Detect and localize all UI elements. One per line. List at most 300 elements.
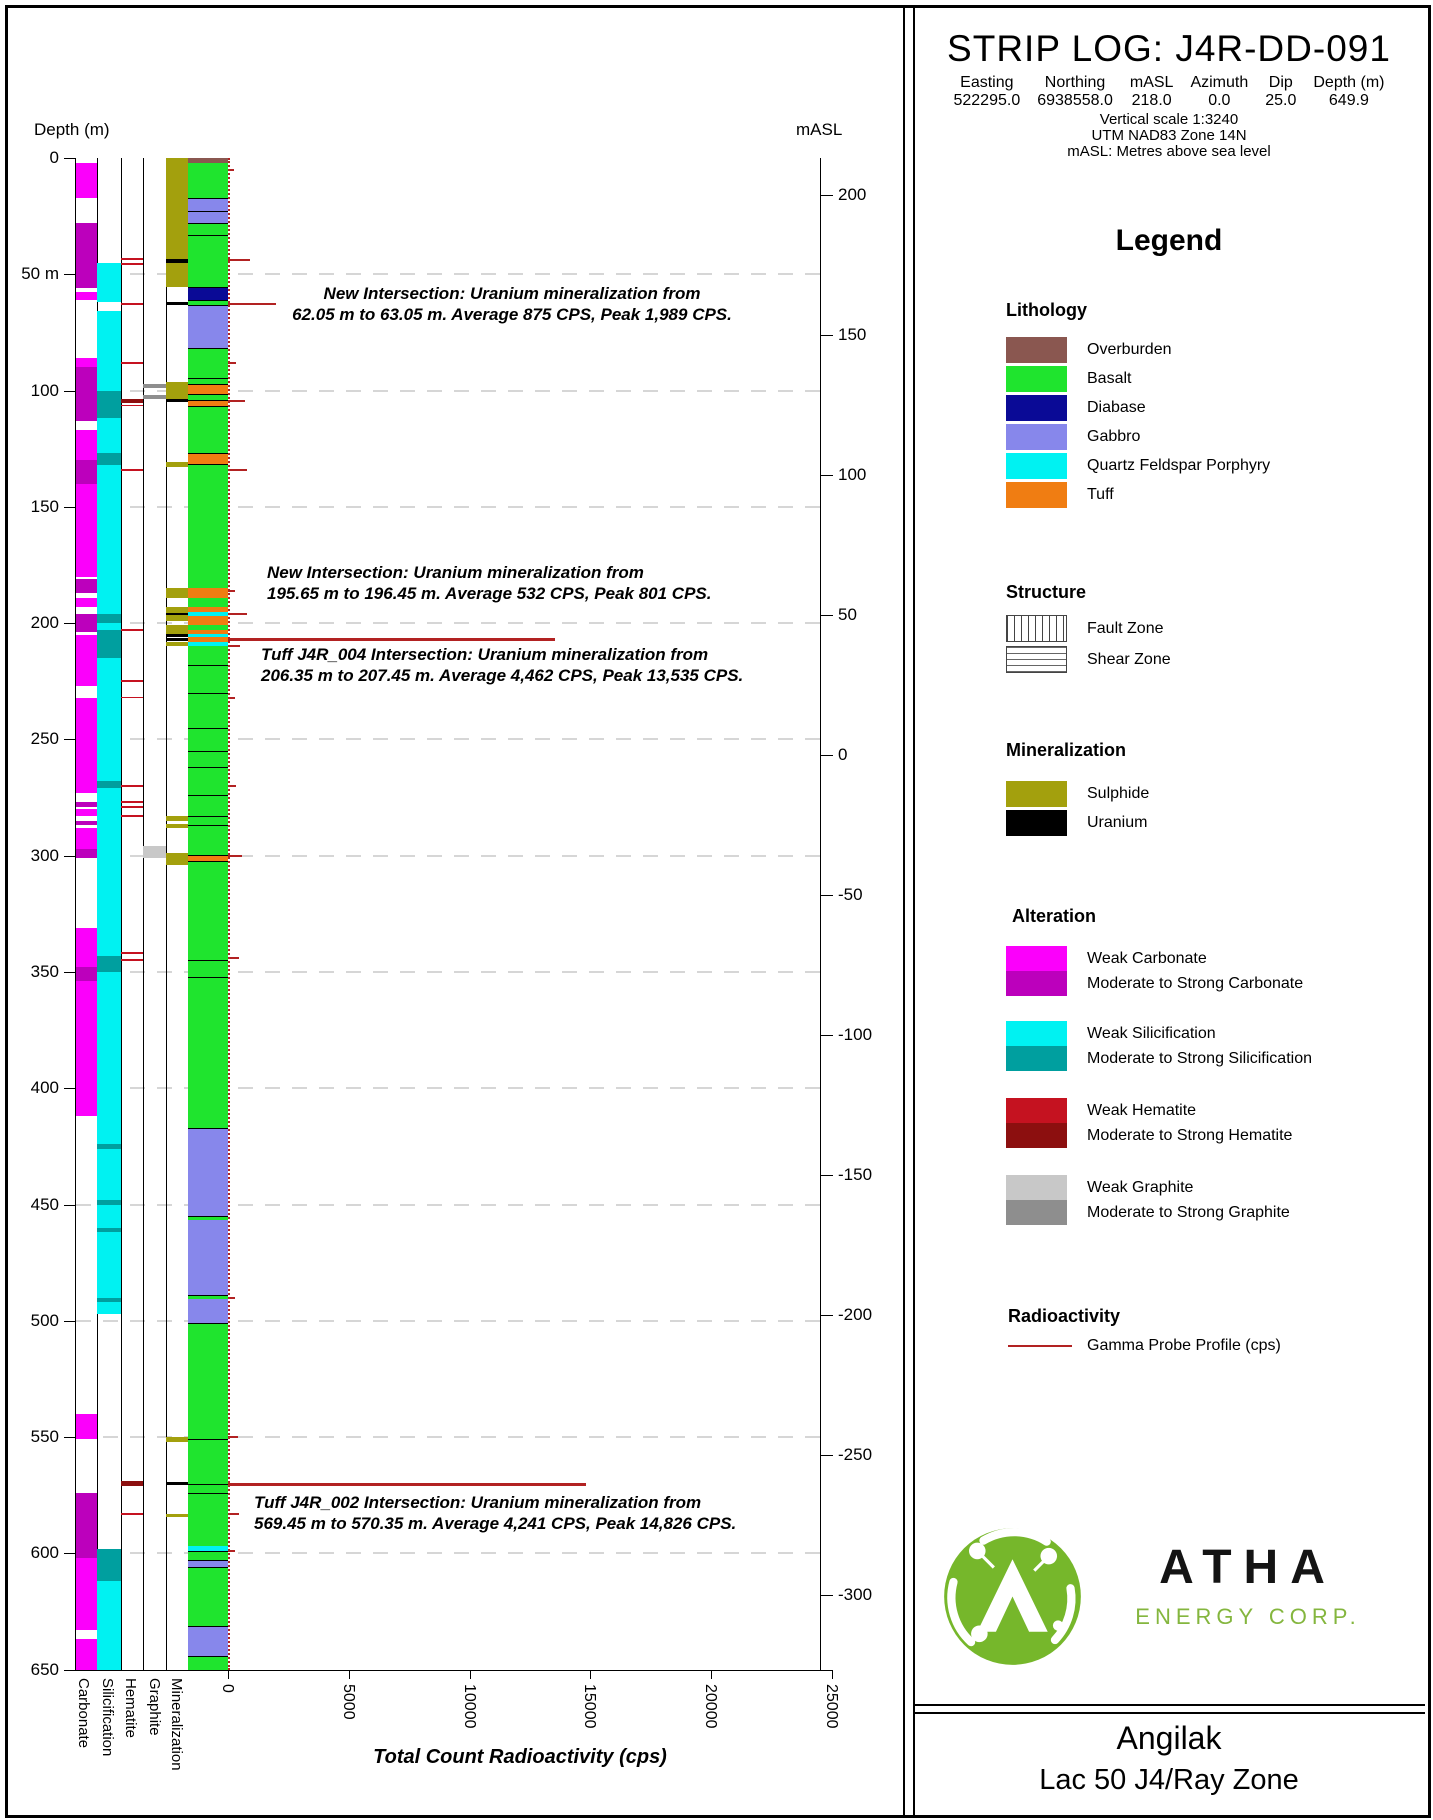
lithology-interval	[188, 616, 228, 625]
depth-tick	[64, 391, 76, 392]
gamma-spike	[228, 590, 235, 592]
depth-tick-label: 600	[30, 1543, 59, 1563]
lithology-boundary-line	[188, 1626, 228, 1627]
carbonate-interval	[76, 614, 97, 633]
field-northing: Northing 6938558.0	[1037, 74, 1113, 109]
graphite-interval	[143, 384, 166, 388]
gamma-spike	[228, 1436, 238, 1438]
collar-fields	[915, 74, 1423, 110]
field-dip: Dip 25.0	[1265, 74, 1297, 109]
legend-swatch-lithology	[1006, 337, 1067, 363]
depth-tick-label: 550	[30, 1427, 59, 1447]
depth-tick-label: 350	[30, 961, 59, 981]
legend-label: Moderate to Strong Silicification	[1087, 1050, 1312, 1067]
gamma-tick	[228, 1670, 229, 1679]
annotation-line: Tuff J4R_004 Intersection: Uranium mineralization from	[261, 645, 709, 664]
hematite-interval	[121, 697, 143, 699]
depth-tick	[64, 1437, 76, 1438]
depth-tick-label: 0	[49, 148, 59, 167]
lithology-boundary-line	[188, 977, 228, 978]
gamma-spike	[228, 697, 235, 699]
graphite-interval	[143, 395, 166, 399]
gamma-tick	[711, 1670, 712, 1679]
lithology-boundary-line	[188, 223, 228, 224]
carbonate-interval	[76, 809, 97, 816]
carbonate-interval	[76, 163, 97, 198]
lithology-boundary-line	[188, 300, 228, 301]
legend-lithology-heading: Lithology	[1006, 300, 1087, 320]
carbonate-interval	[76, 928, 97, 968]
mineralization-interval	[166, 1482, 188, 1485]
legend-swatch-structure	[1006, 646, 1067, 673]
gamma-spike	[228, 645, 240, 647]
annotation	[267, 562, 711, 604]
legend-label: Moderate to Strong Hematite	[1087, 1127, 1293, 1144]
depth-tick	[64, 158, 76, 159]
gamma-spike	[228, 1513, 239, 1515]
column-label: Silicification	[99, 1678, 116, 1757]
annotation-line: 206.35 m to 207.45 m. Average 4,462 CPS, Peak 13,535 CPS.	[261, 666, 744, 685]
silicification-interval	[97, 630, 121, 658]
legend-label: Weak Graphite	[1087, 1179, 1194, 1196]
lithology-interval	[188, 348, 228, 378]
lithology-boundary-line	[188, 693, 228, 694]
silicification-interval	[97, 1549, 121, 1582]
legend-label: Basalt	[1087, 370, 1132, 387]
lithology-interval	[188, 223, 228, 287]
hematite-interval	[121, 1513, 143, 1515]
lithology-boundary-line	[188, 751, 228, 752]
lithology-boundary-line	[188, 1323, 228, 1324]
lithology-interval	[188, 1560, 228, 1567]
legend-label: Sulphide	[1087, 785, 1150, 802]
masl-tick-label: 200	[838, 185, 867, 204]
depth-tick-label: 100	[30, 380, 59, 400]
lithology-interval	[188, 453, 228, 465]
masl-tick	[820, 475, 833, 476]
mineralization-interval	[166, 824, 188, 827]
masl-tick-label: -100	[838, 1025, 873, 1044]
annotation	[254, 1492, 736, 1534]
depth-tick-label: 400	[30, 1078, 59, 1098]
legend-label: Gamma Probe Profile (cps)	[1087, 1337, 1281, 1354]
lithology-boundary-line	[188, 728, 228, 729]
legend-swatch-lithology	[1006, 395, 1067, 421]
atha-logo-icon	[940, 1524, 1085, 1669]
gamma-spike	[228, 1550, 235, 1552]
atha-logo	[940, 1524, 1085, 1669]
gamma-spike	[228, 1483, 586, 1486]
lithology-interval	[188, 1656, 228, 1670]
lithology-interval	[188, 400, 228, 407]
legend-swatch-lithology	[1006, 453, 1067, 479]
carbonate-interval	[76, 1558, 97, 1630]
masl-tick	[820, 755, 833, 756]
masl-tick	[820, 335, 833, 336]
legend-label: Overburden	[1087, 341, 1172, 358]
hematite-interval	[121, 801, 143, 803]
depth-tick-label: 50 m	[21, 264, 59, 284]
lithology-interval	[188, 1128, 228, 1216]
gamma-trace-baseline	[228, 158, 230, 1670]
column-label: Hematite	[122, 1678, 139, 1739]
column-label: Mineralization	[168, 1678, 185, 1771]
hematite-interval	[121, 263, 143, 265]
masl-tick	[820, 1315, 833, 1316]
silicification-interval	[97, 788, 121, 955]
depth-tick-label: 500	[30, 1310, 59, 1330]
footer-divider-line	[915, 1712, 1425, 1714]
legend-swatch-alteration-strong	[1006, 1200, 1067, 1225]
mineralization-interval	[166, 613, 188, 615]
depth-tick-label: 300	[30, 845, 59, 865]
masl-axis-line	[820, 158, 821, 1670]
legend-swatch-alteration-weak	[1006, 1098, 1067, 1123]
lithology-boundary-line	[188, 1656, 228, 1657]
legend-title: Legend	[1115, 224, 1223, 257]
hematite-interval	[121, 1481, 143, 1486]
mineralization-interval	[166, 816, 188, 821]
panel-divider-line	[913, 5, 915, 1815]
legend-swatch-alteration-weak	[1006, 1175, 1067, 1200]
masl-tick-label: -150	[838, 1165, 873, 1184]
depth-tick-label: 450	[30, 1194, 59, 1214]
scale-note: Vertical scale 1:3240	[1099, 111, 1239, 128]
annotation-line: New Intersection: Uranium mineralization from	[323, 284, 701, 303]
carbonate-interval	[76, 635, 97, 686]
lithology-interval	[188, 1551, 228, 1560]
gamma-tick-label: 20000	[702, 1684, 719, 1729]
mineralization-interval	[166, 462, 188, 468]
annotation	[232, 283, 792, 325]
legend-label: Diabase	[1087, 399, 1146, 416]
mineralization-interval	[166, 158, 188, 287]
masl-tick-label: 150	[838, 325, 867, 344]
annotation-line: 62.05 m to 63.05 m. Average 875 CPS, Peak 1,989 CPS.	[292, 305, 732, 324]
silicification-interval	[97, 614, 121, 623]
lithology-boundary-line	[188, 348, 228, 349]
lithology-boundary-line	[188, 1551, 228, 1552]
depth-tick-label: 650	[30, 1659, 59, 1679]
gamma-spike	[228, 957, 239, 959]
hematite-interval	[121, 952, 143, 954]
annotation-line: Tuff J4R_002 Intersection: Uranium mineralization from	[254, 1493, 702, 1512]
depth-tick	[64, 274, 76, 275]
gamma-tick-label: 10000	[460, 1684, 478, 1729]
masl-tick	[820, 195, 833, 196]
masl-tick	[820, 1455, 833, 1456]
carbonate-interval	[76, 828, 97, 849]
legend-swatch-structure	[1006, 615, 1067, 642]
lithology-boundary-line	[188, 235, 228, 236]
gamma-spike	[228, 469, 247, 471]
legend-label: Quartz Feldspar Porphyry	[1087, 457, 1271, 474]
masl-tick	[820, 615, 833, 616]
gamma-tick	[349, 1670, 350, 1679]
lithology-interval	[188, 465, 228, 588]
lithology-boundary-line	[188, 305, 228, 306]
panel-divider-line	[903, 5, 905, 1815]
depth-tick	[64, 1321, 76, 1322]
gamma-axis-title: Total Count Radioactivity (cps)	[373, 1746, 667, 1768]
zone-name: Lac 50 J4/Ray Zone	[1039, 1764, 1299, 1796]
masl-axis-title: mASL	[796, 120, 843, 139]
mineralization-interval	[166, 634, 188, 637]
masl-tick-label: -200	[838, 1305, 873, 1324]
carbonate-interval	[76, 484, 97, 577]
lithology-boundary-line	[188, 665, 228, 666]
legend-label: Shear Zone	[1087, 651, 1171, 668]
masl-tick-label: -250	[838, 1445, 873, 1464]
gamma-tick-label: 25000	[822, 1684, 840, 1729]
mineralization-interval	[166, 1514, 188, 1517]
carbonate-interval	[76, 849, 97, 858]
legend-label: Uranium	[1087, 814, 1148, 831]
silicification-interval	[97, 956, 121, 972]
depth-tick	[64, 856, 76, 857]
silicification-interval	[97, 263, 121, 303]
hematite-interval	[121, 815, 143, 817]
hematite-interval	[121, 629, 143, 631]
lithology-interval	[188, 305, 228, 348]
gamma-spike	[228, 362, 236, 364]
silicification-interval	[97, 1205, 121, 1228]
legend-swatch-alteration-strong	[1006, 1123, 1067, 1148]
depth-tick-label: 200	[30, 613, 59, 633]
mineralization-interval	[166, 588, 188, 597]
gamma-tick	[590, 1670, 591, 1679]
carbonate-interval	[76, 967, 97, 981]
depth-tick	[64, 1205, 76, 1206]
gamma-axis-line	[76, 1670, 832, 1671]
mineralization-interval	[166, 1437, 188, 1442]
carbonate-interval	[76, 802, 97, 807]
annotation-line: New Intersection: Uranium mineralization from	[267, 563, 644, 582]
lithology-boundary-line	[188, 198, 228, 199]
gamma-tick-label: 5000	[339, 1684, 357, 1720]
hematite-interval	[121, 469, 143, 471]
masl-tick-label: -50	[838, 885, 863, 904]
carbonate-interval	[76, 358, 97, 367]
lithology-boundary-line	[188, 1493, 228, 1494]
lithology-interval	[188, 588, 228, 597]
page-title: STRIP LOG: J4R-DD-091	[947, 28, 1391, 69]
lithology-boundary-line	[188, 825, 228, 826]
hematite-interval	[121, 959, 143, 961]
lithology-interval	[188, 1299, 228, 1323]
hematite-interval	[121, 806, 143, 808]
legend-label: Fault Zone	[1087, 620, 1164, 637]
silicification-interval	[97, 1581, 121, 1669]
field-depth: Depth (m) 649.9	[1313, 74, 1385, 109]
gamma-tick	[832, 1670, 833, 1679]
carbonate-interval	[76, 1414, 97, 1440]
legend-swatch-mineralization	[1006, 781, 1067, 807]
silicification-interval	[97, 1232, 121, 1297]
lithology-interval	[188, 855, 228, 862]
lithology-interval	[188, 1626, 228, 1656]
silicification-interval	[97, 658, 121, 781]
hematite-interval	[121, 258, 143, 260]
gamma-spike	[228, 785, 236, 787]
hematite-interval	[121, 680, 143, 682]
depth-tick	[64, 1553, 76, 1554]
depth-tick	[64, 507, 76, 508]
gamma-spike	[228, 638, 555, 641]
gamma-spike	[228, 1297, 235, 1299]
legend-swatch-lithology	[1006, 424, 1067, 450]
depth-tick-label: 250	[30, 729, 59, 749]
gamma-spike	[228, 400, 245, 402]
carbonate-interval	[76, 367, 97, 420]
lithology-interval	[188, 1323, 228, 1546]
lithology-interval	[188, 407, 228, 454]
depth-tick	[64, 1670, 76, 1671]
lithology-boundary-line	[188, 287, 228, 288]
footer-divider-line	[915, 1704, 1425, 1706]
silicification-interval	[97, 623, 121, 630]
lithology-interval	[188, 1567, 228, 1625]
depth-tick	[64, 972, 76, 973]
lithology-interval	[188, 198, 228, 224]
mineralization-interval	[166, 625, 188, 633]
lithology-boundary-line	[188, 1439, 228, 1440]
lithology-boundary-line	[188, 1567, 228, 1568]
lithology-interval	[188, 1220, 228, 1296]
lithology-boundary-line	[188, 1560, 228, 1561]
masl-tick	[820, 1595, 833, 1596]
mineralization-interval	[166, 259, 188, 262]
silicification-interval	[97, 972, 121, 1144]
annotation-line: 569.45 m to 570.35 m. Average 4,241 CPS, Peak 14,826 CPS.	[254, 1514, 737, 1533]
annotation	[261, 644, 743, 686]
masl-note: mASL: Metres above sea level	[1067, 143, 1271, 160]
lithology-boundary-line	[188, 211, 228, 212]
masl-tick	[820, 895, 833, 896]
depth-axis-title: Depth (m)	[34, 120, 110, 139]
depth-tick-label: 150	[30, 496, 59, 516]
silicification-interval	[97, 311, 121, 390]
masl-tick-label: 50	[838, 605, 857, 624]
silicification-interval	[97, 465, 121, 614]
column-label: Carbonate	[75, 1678, 92, 1749]
carbonate-interval	[76, 981, 97, 1116]
mineralization-interval	[166, 853, 188, 865]
lithology-interval	[188, 598, 228, 607]
lithology-boundary-line	[188, 1295, 228, 1296]
mineralization-interval	[166, 638, 188, 641]
legend-label: Gabbro	[1087, 428, 1141, 445]
carbonate-interval	[76, 1493, 97, 1558]
field-easting: Easting 522295.0	[953, 74, 1021, 109]
lithology-interval	[188, 287, 228, 300]
legend-label: Tuff	[1087, 486, 1114, 503]
gamma-tick	[470, 1670, 471, 1679]
lithology-boundary-line	[188, 960, 228, 961]
mineralization-interval	[166, 642, 188, 647]
carbonate-interval	[76, 821, 97, 826]
depth-tick	[64, 623, 76, 624]
masl-tick	[820, 1035, 833, 1036]
silicification-interval	[97, 418, 121, 453]
graphite-interval	[143, 846, 166, 858]
legend-swatch-alteration-weak	[1006, 1021, 1067, 1046]
gamma-tick-label: 15000	[581, 1684, 599, 1729]
silicification-interval	[97, 453, 121, 465]
legend-alteration-heading: Alteration	[1012, 906, 1097, 926]
carbonate-interval	[76, 598, 97, 607]
carbonate-interval	[76, 1639, 97, 1669]
masl-tick-label: 100	[838, 465, 867, 484]
lithology-boundary-line	[188, 795, 228, 796]
legend-label: Moderate to Strong Graphite	[1087, 1204, 1290, 1221]
legend-swatch-mineralization	[1006, 810, 1067, 836]
field-masl: mASL 218.0	[1129, 74, 1174, 109]
depth-tick	[64, 1088, 76, 1089]
legend-label: Weak Hematite	[1087, 1102, 1197, 1119]
legend-gamma-line	[1008, 1345, 1072, 1347]
silicification-interval	[97, 1149, 121, 1200]
silicification-interval	[97, 1302, 121, 1314]
masl-tick	[820, 1175, 833, 1176]
gamma-spike	[228, 855, 242, 857]
gamma-spike	[228, 259, 250, 261]
lithology-interval	[188, 163, 228, 198]
masl-tick-label: 0	[838, 745, 848, 764]
hematite-interval	[121, 362, 143, 364]
legend-swatch-alteration-strong	[1006, 971, 1067, 996]
project-name: Angilak	[1116, 1720, 1222, 1756]
lithology-boundary-line	[188, 378, 228, 379]
gamma-spike	[228, 169, 234, 171]
silicification-interval	[97, 781, 121, 788]
legend-mineralization-heading: Mineralization	[1006, 740, 1127, 760]
legend-swatch-alteration-weak	[1006, 946, 1067, 971]
hematite-interval	[121, 303, 143, 305]
lithology-boundary-line	[188, 767, 228, 768]
legend-swatch-lithology	[1006, 366, 1067, 392]
silicification-interval	[97, 391, 121, 419]
legend-label: Weak Carbonate	[1087, 950, 1207, 967]
depth-tick	[64, 739, 76, 740]
column-divider	[121, 158, 122, 1670]
lithology-boundary-line	[188, 1484, 228, 1485]
gamma-tick-label: 0	[219, 1684, 236, 1693]
hematite-interval	[121, 405, 143, 407]
masl-tick-label: -300	[838, 1585, 873, 1604]
lithology-boundary-line	[188, 816, 228, 817]
legend-label: Weak Silicification	[1087, 1025, 1216, 1042]
carbonate-interval	[76, 460, 97, 483]
carbonate-interval	[76, 430, 97, 460]
column-label: Graphite	[146, 1678, 163, 1736]
carbonate-interval	[76, 698, 97, 793]
legend-swatch-alteration-strong	[1006, 1046, 1067, 1071]
mineralization-interval	[166, 399, 188, 402]
field-azimuth: Azimuth 0.0	[1190, 74, 1249, 109]
annotation-line: 195.65 m to 196.45 m. Average 532 CPS, Peak 801 CPS.	[267, 584, 712, 603]
hematite-interval	[121, 785, 143, 787]
legend-swatch-lithology	[1006, 482, 1067, 508]
carbonate-interval	[76, 223, 97, 288]
mineralization-interval	[166, 302, 188, 305]
gamma-spike	[228, 613, 247, 615]
hematite-interval	[121, 399, 143, 402]
atha-wordmark: ATHA	[1159, 1541, 1337, 1594]
legend-radioactivity-heading: Radioactivity	[1008, 1306, 1121, 1326]
legend-label: Moderate to Strong Carbonate	[1087, 975, 1304, 992]
lithology-interval	[188, 384, 228, 396]
